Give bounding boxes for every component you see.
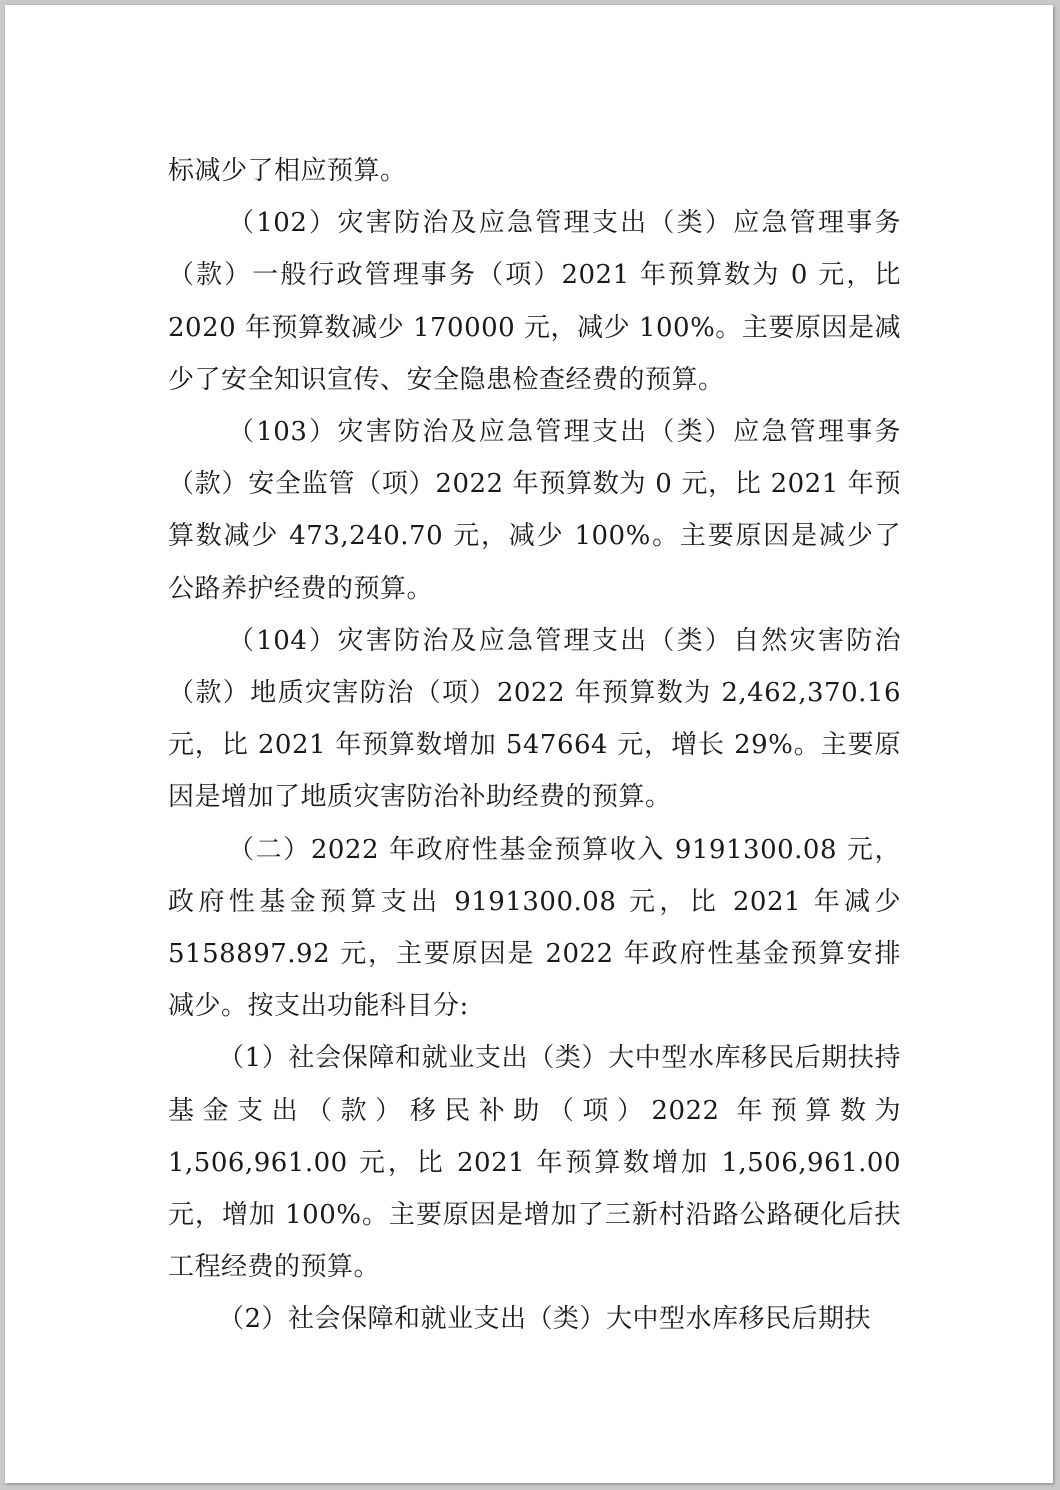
- paragraph-item-2: （2）社会保障和就业支出（类）大中型水库移民后期扶: [218, 1304, 872, 1335]
- paragraph-government-fund: （二）2022 年政府性基金预算收入 9191300.08 元，政府性基金预算支出 9191300.08 元，比 2021 年减少 5158897.92 元，主要原因是 2022 年政府性基金预算安排减少。按支出功能科目分:: [168, 834, 901, 1022]
- paragraph-continuation: 标减少了相应预算。: [168, 156, 407, 186]
- paragraph-item-103: （103）灾害防治及应急管理支出（类）应急管理事务（款）安全监管（项）2022 年预算数为 0 元，比 2021 年预算数减少 473,240.70 元，减少 100%。主要原因是减少了公路养护经费的预算。: [168, 417, 901, 604]
- paragraph-item-1: （1）社会保障和就业支出（类）大中型水库移民后期扶持基金支出（款）移民补助（项）2022 年预算数为 1,506,961.00 元，比 2021 年预算数增加 1,506,961.00 元，增加 100%。主要原因是增加了三新村沿路公路硬化后扶工程经费的预算。: [168, 1043, 901, 1283]
- document-body: [168, 145, 901, 1346]
- document-page: [5, 5, 1053, 1483]
- paragraph-item-104: （104）灾害防治及应急管理支出（类）自然灾害防治（款）地质灾害防治（项）2022 年预算数为 2,462,370.16 元，比 2021 年预算数增加 547664 元，增长 29%。主要原因是增加了地质灾害防治补助经费的预算。: [168, 625, 901, 813]
- paragraph-item-102: （102）灾害防治及应急管理支出（类）应急管理事务（款）一般行政管理事务（项）2021 年预算数为 0 元，比 2020 年预算数减少 170000 元，减少 100%。主要原因是减少了安全知识宣传、安全隐患检查经费的预算。: [168, 208, 901, 395]
